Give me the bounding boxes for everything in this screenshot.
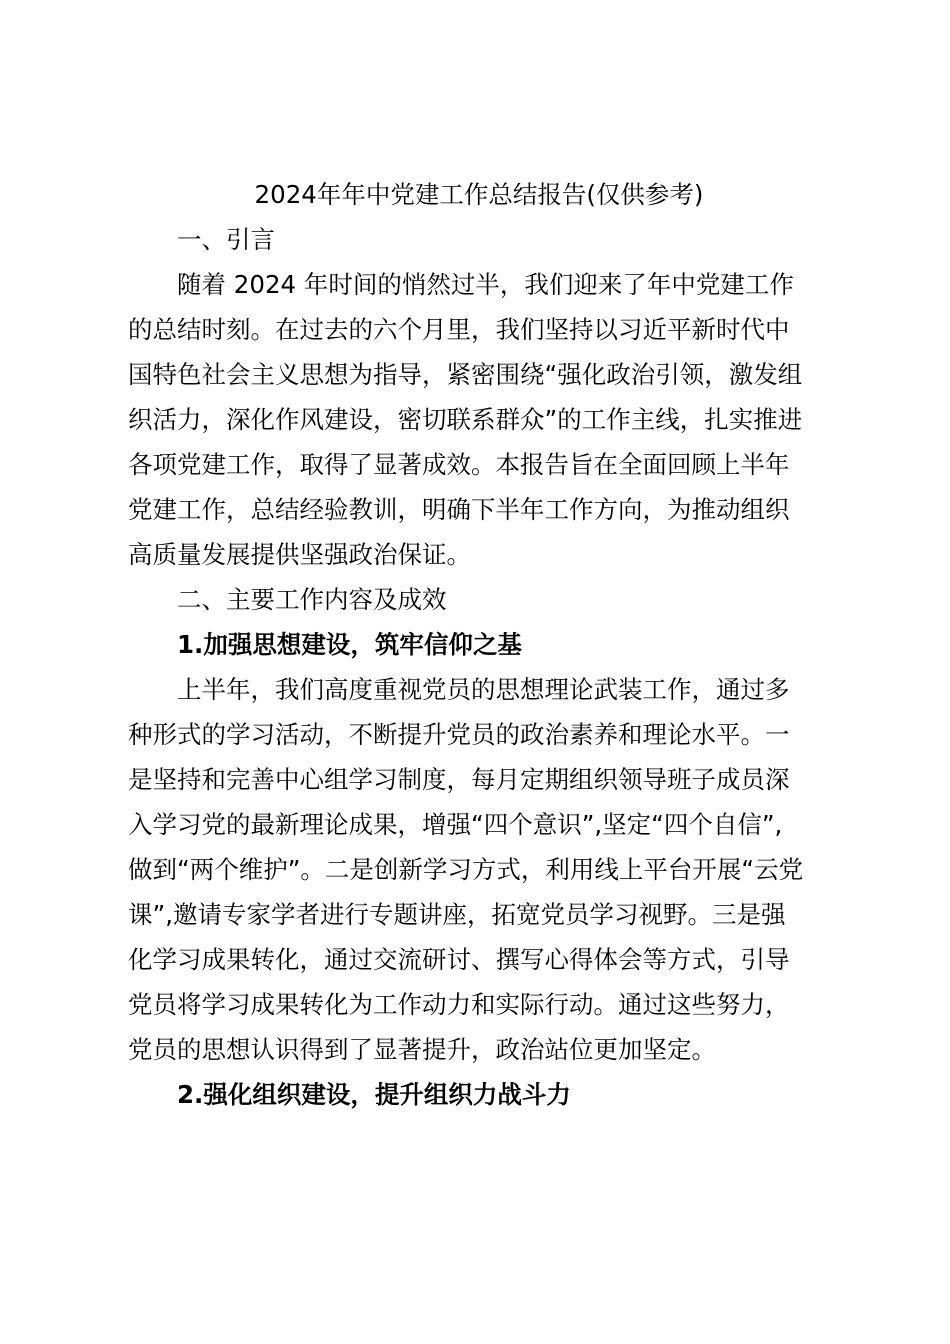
section-heading-main-work: 二、主要工作内容及成效 [177, 585, 447, 614]
paragraph-line: 织活力，深化作风建设，密切联系群众”的工作主线，扎实推进 [128, 405, 803, 434]
paragraph-line: 是坚持和完善中心组学习制度，每月定期组织领导班子成员深 [128, 765, 790, 794]
paragraph-line: 上半年，我们高度重视党员的思想理论武装工作，通过多 [177, 675, 790, 704]
paragraph-line: 随着 2024 年时间的悄然过半，我们迎来了年中党建工作 [177, 270, 794, 299]
paragraph-line: 高质量发展提供坚强政治保证。 [128, 540, 471, 569]
paragraph-line: 党建工作，总结经验教训，明确下半年工作方向，为推动组织 [128, 495, 790, 524]
paragraph-line: 化学习成果转化，通过交流研讨、撰写心得体会等方式，引导 [128, 945, 790, 974]
document-body [128, 172, 830, 1117]
paragraph-line: 党员将学习成果转化为工作动力和实际行动。通过这些努力， [128, 990, 790, 1019]
introduction-paragraph [128, 262, 830, 577]
document-title: 2024年年中党建工作总结报告(仅供参考) [254, 180, 704, 209]
subsection-heading-ideology: 1.加强思想建设，筑牢信仰之基 [177, 630, 522, 659]
paragraph-line: 做到“两个维护”。二是创新学习方式，利用线上平台开展“云党 [128, 855, 804, 884]
paragraph-line: 入学习党的最新理论成果，增强“四个意识”,坚定“四个自信”, [128, 810, 783, 839]
paragraph-line: 国特色社会主义思想为指导，紧密围绕“强化政治引领，激发组 [128, 360, 803, 389]
paragraph-line: 课”,邀请专家学者进行专题讲座，拓宽党员学习视野。三是强 [128, 900, 786, 929]
paragraph-line: 种形式的学习活动，不断提升党员的政治素养和理论水平。一 [128, 720, 790, 749]
paragraph-line: 的总结时刻。在过去的六个月里，我们坚持以习近平新时代中 [128, 315, 790, 344]
section-heading-introduction: 一、引言 [177, 225, 275, 254]
subsection-heading-organization: 2.强化组织建设，提升组织力战斗力 [177, 1080, 571, 1109]
ideology-paragraph [128, 667, 830, 1072]
paragraph-line: 党员的思想认识得到了显著提升，政治站位更加坚定。 [128, 1035, 716, 1064]
paragraph-line: 各项党建工作，取得了显著成效。本报告旨在全面回顾上半年 [128, 450, 790, 479]
